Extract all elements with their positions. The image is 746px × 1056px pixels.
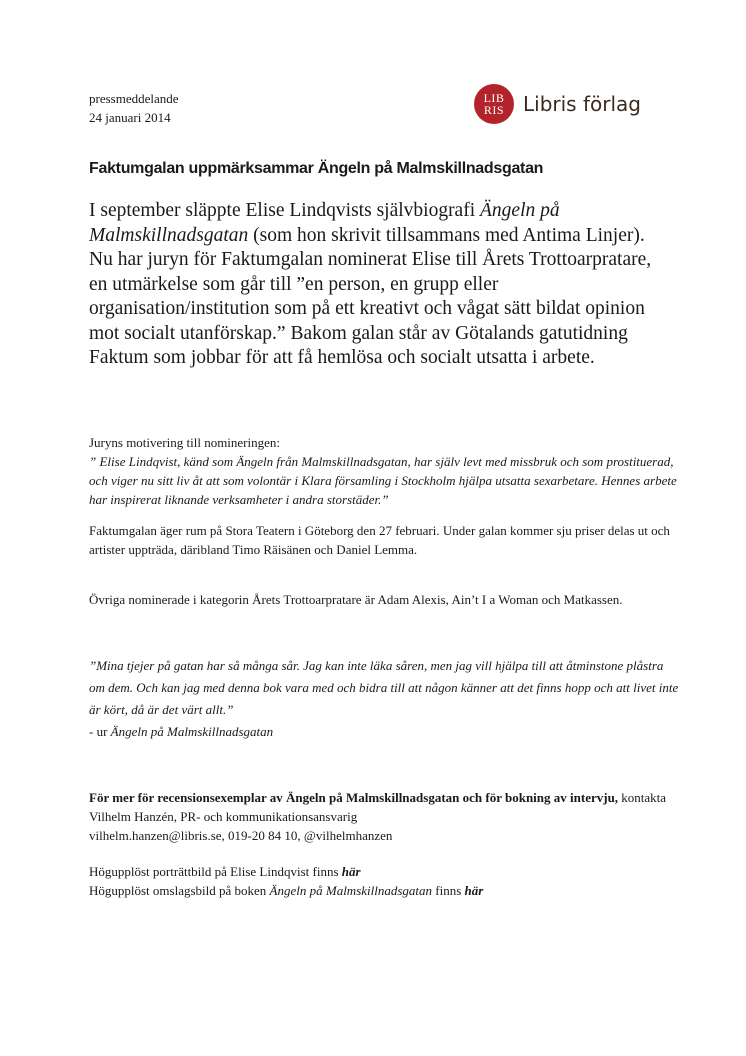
libris-logo (474, 84, 641, 124)
book-title: Ängeln på Malmskillnadsgatan (89, 200, 560, 246)
contact-details: vilhelm.hanzen@libris.se, 019-20 84 10, @vilhelmhanzen (89, 828, 393, 843)
motivation-heading: Juryns motivering till nomineringen: (89, 435, 281, 450)
contact-section (89, 788, 679, 845)
document-type: pressmeddelande (89, 91, 179, 106)
cover-line: Högupplöst omslagsbild på boken Ängeln på Malmskillnadsgatan finns här (89, 883, 484, 898)
lead-paragraph: I september släppte Elise Lindqvists självbiografi Ängeln på Malmskillnadsgatan (som hon skrivit tillsammans med Antima Linjer). Nu har juryn för Faktumgalan nominerat Elise till Årets Trottoarpratare, en utmärkelse som går till ”en person, en grupp eller organisation/institution som på ett kreativt och vågat sätt bildat opinion mot socialt utanförskap.” Bakom galan står av Götalands gatutidning Faktum som jobbar för att få hemlösa och socialt utsatta i arbete. (89, 200, 652, 368)
publisher-name: Libris förlag (523, 92, 641, 116)
portrait-link[interactable]: här (341, 864, 361, 879)
contact-intro: För mer för recensionsexemplar av Ängeln på Malmskillnadsgatan och för bokning av intervju, kontakta Vilhelm Hanzén, PR- och kommunikationsansvarig (89, 790, 667, 824)
portrait-line: Högupplöst porträttbild på Elise Lindqvist finns här (89, 864, 361, 879)
header-meta (89, 89, 179, 127)
page-title: Faktumgalan uppmärksammar Ängeln på Malmskillnadsgatan (89, 160, 544, 177)
book-quote-source: - ur Ängeln på Malmskillnadsgatan (89, 724, 274, 739)
cover-link[interactable]: här (464, 883, 484, 898)
hires-images (89, 862, 679, 900)
release-date: 24 januari 2014 (89, 110, 171, 125)
libris-logo-mark-icon: LIB RIS (474, 84, 514, 124)
nominees-paragraph: Övriga nominerade i kategorin Årets Trottoarpratare är Adam Alexis, Ain’t I a Woman och Matkassen. (89, 592, 623, 607)
motivation-text: ” Elise Lindqvist, känd som Ängeln från Malmskillnadsgatan, har själv levt med missbruk och som prostituerad, och viger nu sitt liv åt att som volontär i Klara församling i Stockholm hjälpa utsatta sexarbetare. Hennes arbete har inspirerat liknande verksamheter i andra storstäder.” (89, 454, 677, 507)
book-quote-text: ”Mina tjejer på gatan har så många sår. Jag kan inte läka såren, men jag vill hjälpa till att åtminstone plåstra om dem. Och kan jag med denna bok vara med och bidra till att någon känner att det finns hopp och att livet inte är kört, då är det värt allt.” (89, 658, 679, 717)
book-quote (89, 655, 679, 743)
event-paragraph: Faktumgalan äger rum på Stora Teatern i Göteborg den 27 februari. Under galan kommer sju priser delas ut och artister uppträda, däribland Timo Räisänen och Daniel Lemma. (89, 523, 670, 557)
jury-motivation (89, 433, 679, 509)
